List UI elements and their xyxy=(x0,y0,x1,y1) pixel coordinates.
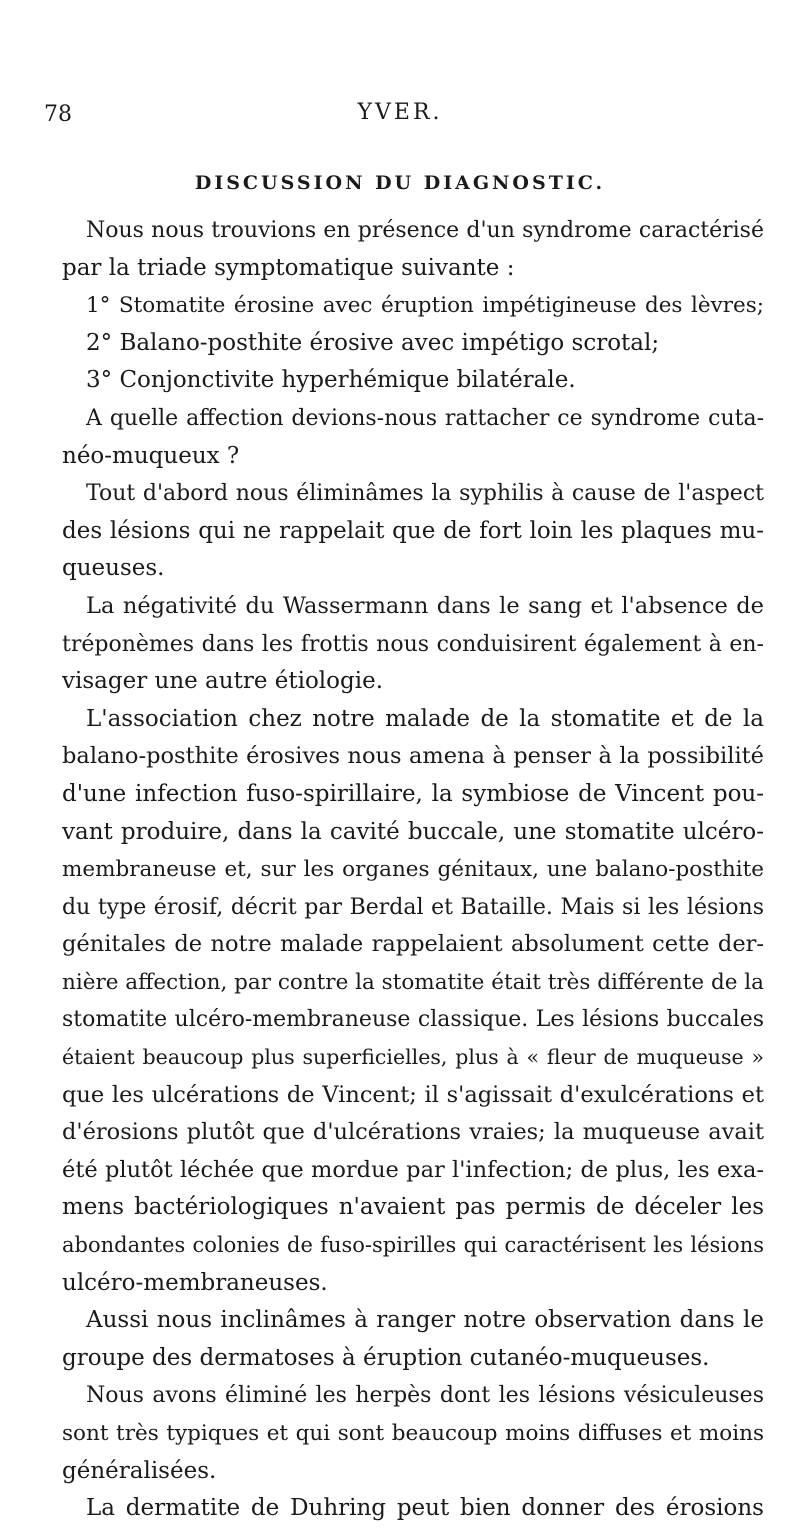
page-number: 78 xyxy=(44,102,72,127)
text-line: étaient beaucoup plus superficielles, plus à « fleur de muqueuse » xyxy=(62,1045,764,1070)
text-line: Tout d'abord nous éliminâmes la syphilis à cause de l'aspect xyxy=(86,481,764,507)
text-line: génitales de notre malade rappelaient absolument cette der- xyxy=(62,931,764,958)
text-line: L'association chez notre malade de la stomatite et de la xyxy=(86,705,764,732)
text-line: des lésions qui ne rappelait que de fort loin les plaques mu- xyxy=(62,517,764,544)
text-line: 3° Conjonctivite hyperhémique bilatérale. xyxy=(86,367,576,394)
body-text xyxy=(62,212,764,1528)
section-title: DISCUSSION DU DIAGNOSTIC. xyxy=(194,172,606,194)
text-line: stomatite ulcéro-membraneuse classique. Les lésions buccales xyxy=(62,1007,764,1033)
text-line: que les ulcérations de Vincent; il s'agissait d'exulcérations et xyxy=(62,1081,764,1108)
text-line: néo-muqueux ? xyxy=(62,442,240,469)
text-line: ulcéro-membraneuses. xyxy=(62,1269,328,1296)
text-line: Aussi nous inclinâmes à ranger notre observation dans le xyxy=(86,1307,764,1334)
text-line: A quelle affection devions-nous rattacher ce syndrome cuta- xyxy=(86,405,764,431)
text-line: queuses. xyxy=(62,555,165,582)
text-line: du type érosif, décrit par Berdal et Bataille. Mais si les lésions xyxy=(62,894,764,920)
text-line: Nous avons éliminé les herpès dont les lésions vésiculeuses xyxy=(86,1383,764,1409)
text-line: 1° Stomatite érosine avec éruption impétigineuse des lèvres; xyxy=(86,293,764,319)
text-line: Nous nous trouvions en présence d'un syndrome caractérisé xyxy=(86,218,764,243)
text-line: La négativité du Wassermann dans le sang et l'absence de xyxy=(86,592,764,619)
text-line: tréponèmes dans les frottis nous conduisirent également à en- xyxy=(62,631,764,657)
text-line: 2° Balano-posthite érosive avec impétigo scrotal; xyxy=(86,329,660,356)
text-line: généralisées. xyxy=(62,1457,217,1484)
text-line: balano-posthite érosives nous amena à penser à la possibilité xyxy=(62,743,764,770)
text-line: nière affection, par contre la stomatite était très différente de la xyxy=(62,969,764,995)
running-head: YVER. xyxy=(357,100,443,125)
text-line: été plutôt léchée que mordue par l'infection; de plus, les exa- xyxy=(62,1156,764,1183)
text-line: groupe des dermatoses à éruption cutanéo-muqueuses. xyxy=(62,1344,710,1371)
text-line: La dermatite de Duhring peut bien donner des érosions xyxy=(86,1495,764,1522)
text-line: abondantes colonies de fuso-spirilles qui caractérisent les lésions xyxy=(62,1233,764,1258)
text-line: mens bactériologiques n'avaient pas permis de déceler les xyxy=(62,1194,764,1221)
text-line: visager une autre étiologie. xyxy=(62,668,384,695)
text-line: par la triade symptomatique suivante : xyxy=(62,254,515,281)
text-line: d'érosions plutôt que d'ulcérations vraies; la muqueuse avait xyxy=(62,1119,764,1146)
text-line: sont très typiques et qui sont beaucoup moins diffuses et moins xyxy=(62,1421,764,1446)
text-line: d'une infection fuso-spirillaire, la symbiose de Vincent pou- xyxy=(62,780,764,807)
text-line: vant produire, dans la cavité buccale, une stomatite ulcéro- xyxy=(62,818,764,845)
text-line: membraneuse et, sur les organes génitaux, une balano-posthite xyxy=(62,857,764,883)
